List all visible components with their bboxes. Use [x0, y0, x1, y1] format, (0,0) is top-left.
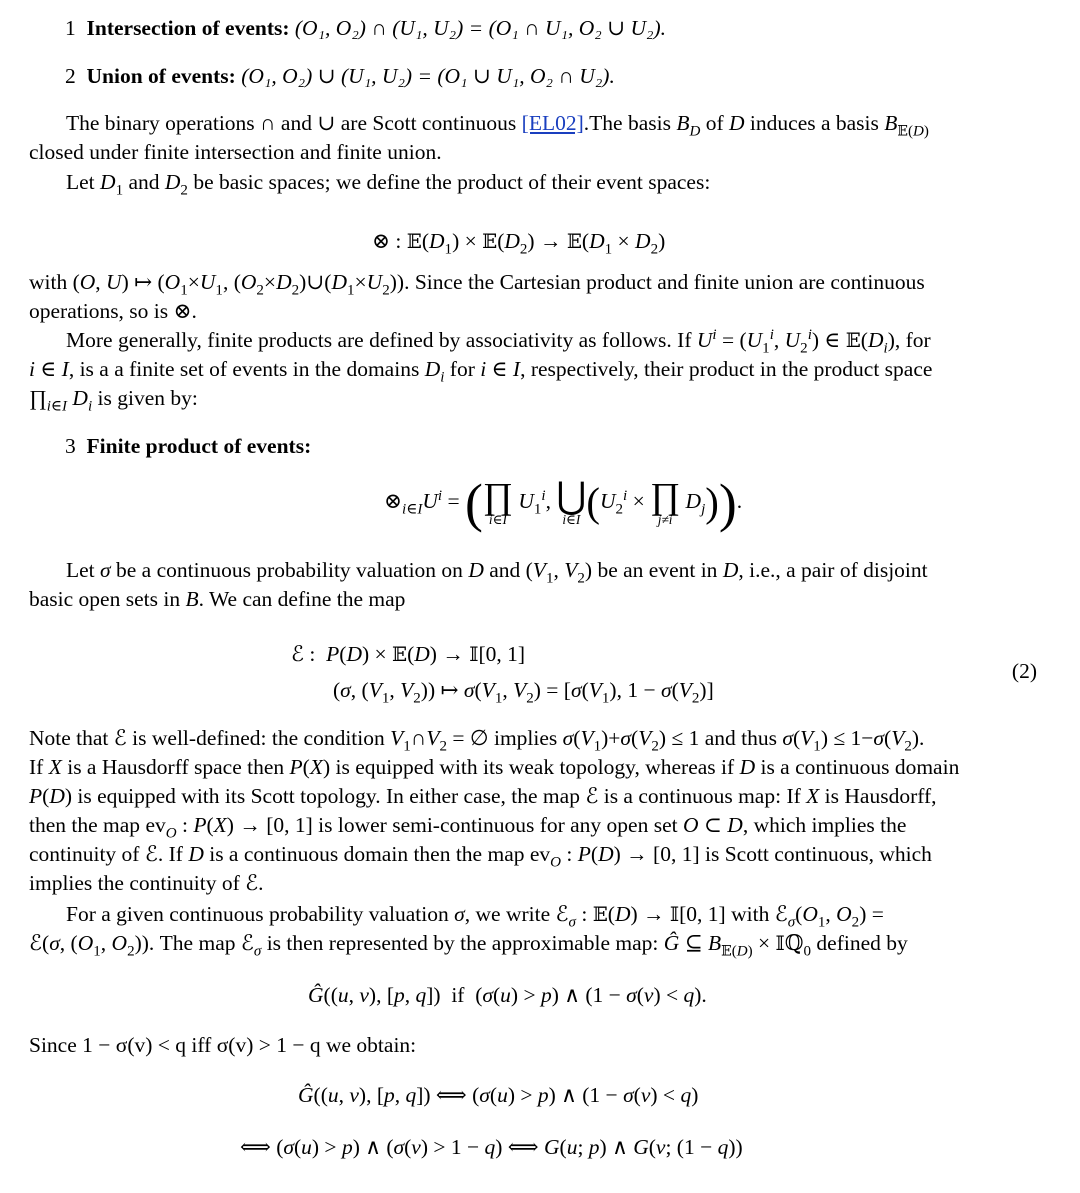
paragraph-well-defined: Note that ℰ is well-defined: the condition $V_1\cap V_2$ = ∅ implies $\sigma(V_1)+\sigma(V_2) \le 1$ and thus $\sigma(V_1) \le 1-\sigma(V_2)$. If X is a Hausdorff space then P(X) is equipped with its weak topology, whereas if D is a continuous domain P(D) is equipped with its Scott topology. In either case, the map ℰ is a continuous map: If X is Hausdorff, then the map $ev_O$ : P(X) → [0, 1] is lower semi-continuous for any open set O ⊂ D, which implies the continuity of ℰ. If D is a continuous domain then the map $ev_O$ : P(D) → [0, 1] is Scott continuous, which implies the continuity of ℰ. — [29, 726, 960, 895]
equation-map-e-line2: (σ, ($V_1$, $V_2$)) ↦ $\sigma(V_1$, $V_2) = [\sigma(V_1)$, $1 - \sigma(V_2)$] — [333, 678, 714, 707]
item-union — [65, 62, 615, 91]
item-intersection — [65, 14, 666, 43]
equation-product-map: ⊗ : $𝔼(D_1)$ × $𝔼(D_2)$ → $𝔼(D_1 \times D_2)$ — [372, 229, 666, 258]
paragraph-approximable-map: For a given continuous probability valuation σ, we write ℰ$_\sigma$ : 𝔼(D) → 𝕀[0, 1] with $ℰ_\sigma(O_1$, $O_2$) = ℰ(σ, ($O_1$, $O_2$)). The map ℰ$_\sigma$ is then represented by the approximable map: Ĝ ⊆ $B_{𝔼(D)}$ × 𝕀ℚ$_0$ defined by — [29, 902, 908, 960]
item-label: Finite product of events: — [86, 434, 312, 458]
equation-number: (2) — [1011, 659, 1037, 683]
equation-equivalence-2: ⟺ (σ(u) > p) ∧ (σ(v) > 1 − q) ⟺ G(u; p) ∧ G(v; (1 − q)) — [240, 1135, 743, 1159]
paragraph-since: Since 1 − σ(v) < q iff σ(v) > 1 − q we obtain: — [29, 1033, 417, 1057]
paragraph-scott-continuous: The binary operations ∩ and ∪ are Scott continuous [EL02].The basis $B_D$ of D induces a basis $B_{𝔼(D)}$ closed under finite intersection and finite union. — [29, 111, 929, 164]
equation-equivalence-1: Ĝ((u, v), [p, q]) ⟺ (σ(u) > p) ∧ (1 − σ(v) < q) — [298, 1083, 699, 1107]
item-formula: (O₁, O₂) ∩ (U₁, U₂) = (O₁ ∩ U₁, O₂ ∪ U₂). — [294, 16, 667, 40]
equation-map-e-line1: ℰ : P(D) × 𝔼(D) → 𝕀[0, 1] — [291, 642, 526, 666]
paragraph-finite-products: More generally, finite products are defined by associativity as follows. If $U^i = (U_1^i$, $U_2^i$) ∈ $𝔼(D_i)$, for i ∈ I, is a a finite set of events in the domains $D_i$ for i ∈ I, respectively, their product in the product space $\prod_{i\in I}$ $D_i$ is given by: — [29, 326, 933, 415]
item-number: 1 — [65, 16, 76, 40]
item-number: 3 — [65, 434, 76, 458]
paragraph-continuity-of-product: with (O, U) ↦ ($O_1\times U_1$, $(O_2\times D_2)\cup(D_1\times U_2)$). Since the Cartesian product and finite union are continuous operations, so is ⊗. — [29, 270, 925, 323]
equation-finite-product: $\otimes_{i\in I}U^i$ = ( ∏ i∈I $U_1^i$, ⋃ i∈I ($U_2^i$ × ∏ j≠i $D_j$)). — [384, 473, 743, 534]
item-finite-product — [65, 432, 311, 461]
paragraph-product-intro: Let $D_1$ and $D_2$ be basic spaces; we define the product of their event spaces: — [66, 170, 711, 199]
citation-link[interactable]: [EL02] — [521, 111, 584, 135]
item-formula: (O₁, O₂) ∪ (U₁, U₂) = (O₁ ∪ U₁, O₂ ∩ U₂). — [241, 64, 615, 88]
item-label: Intersection of events: — [86, 16, 290, 40]
paragraph-valuation: Let σ be a continuous probability valuation on D and ($V_1$, $V_2$) be an event in D, i.e., a pair of disjoint basic open sets in B. We can define the map — [29, 558, 928, 611]
equation-g-definition: Ĝ((u, v), [p, q]) if (σ(u) > p) ∧ (1 − σ(v) < q). — [308, 983, 707, 1007]
item-label: Union of events: — [86, 64, 236, 88]
item-number: 2 — [65, 64, 76, 88]
